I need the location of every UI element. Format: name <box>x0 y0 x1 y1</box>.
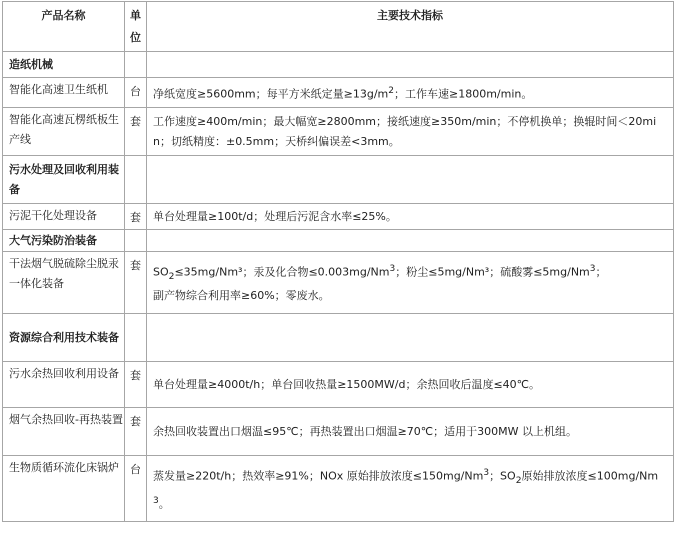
category-row <box>3 314 674 362</box>
product-name: 污泥干化处理设备 <box>3 204 125 230</box>
product-unit: 套 <box>125 408 147 456</box>
category-row <box>3 230 674 252</box>
product-spec: 工作速度≥400m/min；最大幅宽≥2800mm；接纸速度≥350m/min；不停机换单；换辊时间＜20min；切纸精度：±0.5mm；天桥纠偏误差<3mm。 <box>147 108 674 156</box>
header-unit <box>125 2 147 52</box>
product-spec: 余热回收装置出口烟温≤95℃；再热装置出口烟温≥70℃；适用于300MW 以上机组。 <box>147 408 674 456</box>
product-unit: 套 <box>125 204 147 230</box>
product-spec: 蒸发量≥220t/h；热效率≥91%；NOx 原始排放浓度$\le 150mg/Nm^3$；$SO_2$原始排放浓度$\le 100mg/Nm^3$。 <box>147 456 674 522</box>
product-name: 生物质循环流化床锅炉 <box>3 456 125 522</box>
category-row <box>3 156 674 204</box>
header-spec: 主要技术指标 <box>147 2 674 52</box>
product-name: 智能化高速瓦楞纸板生产线 <box>3 108 125 156</box>
product-unit: 套 <box>125 252 147 314</box>
header-unit-line1: 单 <box>130 8 141 22</box>
product-unit: 台 <box>125 78 147 108</box>
table-row <box>3 252 674 314</box>
category-air: 大气污染防治装备 <box>3 230 125 252</box>
header-name: 产品名称 <box>3 2 125 52</box>
category-row <box>3 52 674 78</box>
product-spec: 单台处理量≥4000t/h；单台回收热量≥1500MW/d；余热回收后温度≤40℃。 <box>147 362 674 408</box>
equipment-spec-table <box>2 1 674 522</box>
table-row <box>3 78 674 108</box>
product-spec: 单台处理量≥100t/d；处理后污泥含水率≤25%。 <box>147 204 674 230</box>
product-name: 智能化高速卫生纸机 <box>3 78 125 108</box>
product-unit: 套 <box>125 108 147 156</box>
table-row <box>3 108 674 156</box>
product-unit: 套 <box>125 362 147 408</box>
table-row <box>3 204 674 230</box>
product-name: 干法烟气脱硫除尘脱汞一体化装备 <box>3 252 125 314</box>
table-row <box>3 456 674 522</box>
table-row <box>3 362 674 408</box>
header-row <box>3 2 674 52</box>
product-spec: $SO_2\le 35mg$/Nm³；汞及化合物$\le 0.003mg/Nm^3$；粉尘≤5mg/Nm³；硫酸雾$\le 5mg/Nm^3$； 副产物综合利用率≥60%；零废水。 <box>147 252 674 314</box>
product-name: 污水余热回收利用设备 <box>3 362 125 408</box>
header-unit-line2: 位 <box>130 30 141 44</box>
table-row <box>3 408 674 456</box>
category-paper: 造纸机械 <box>3 52 125 78</box>
product-name: 烟气余热回收-再热装置 <box>3 408 125 456</box>
product-unit: 台 <box>125 456 147 522</box>
product-spec: 净纸宽度≥5600mm；每平方米纸定量$\ge 13g/m^2$；工作车速≥1800m/min。 <box>147 78 674 108</box>
category-resource: 资源综合利用技术装备 <box>3 314 125 362</box>
category-water: 污水处理及回收利用装备 <box>3 156 125 204</box>
